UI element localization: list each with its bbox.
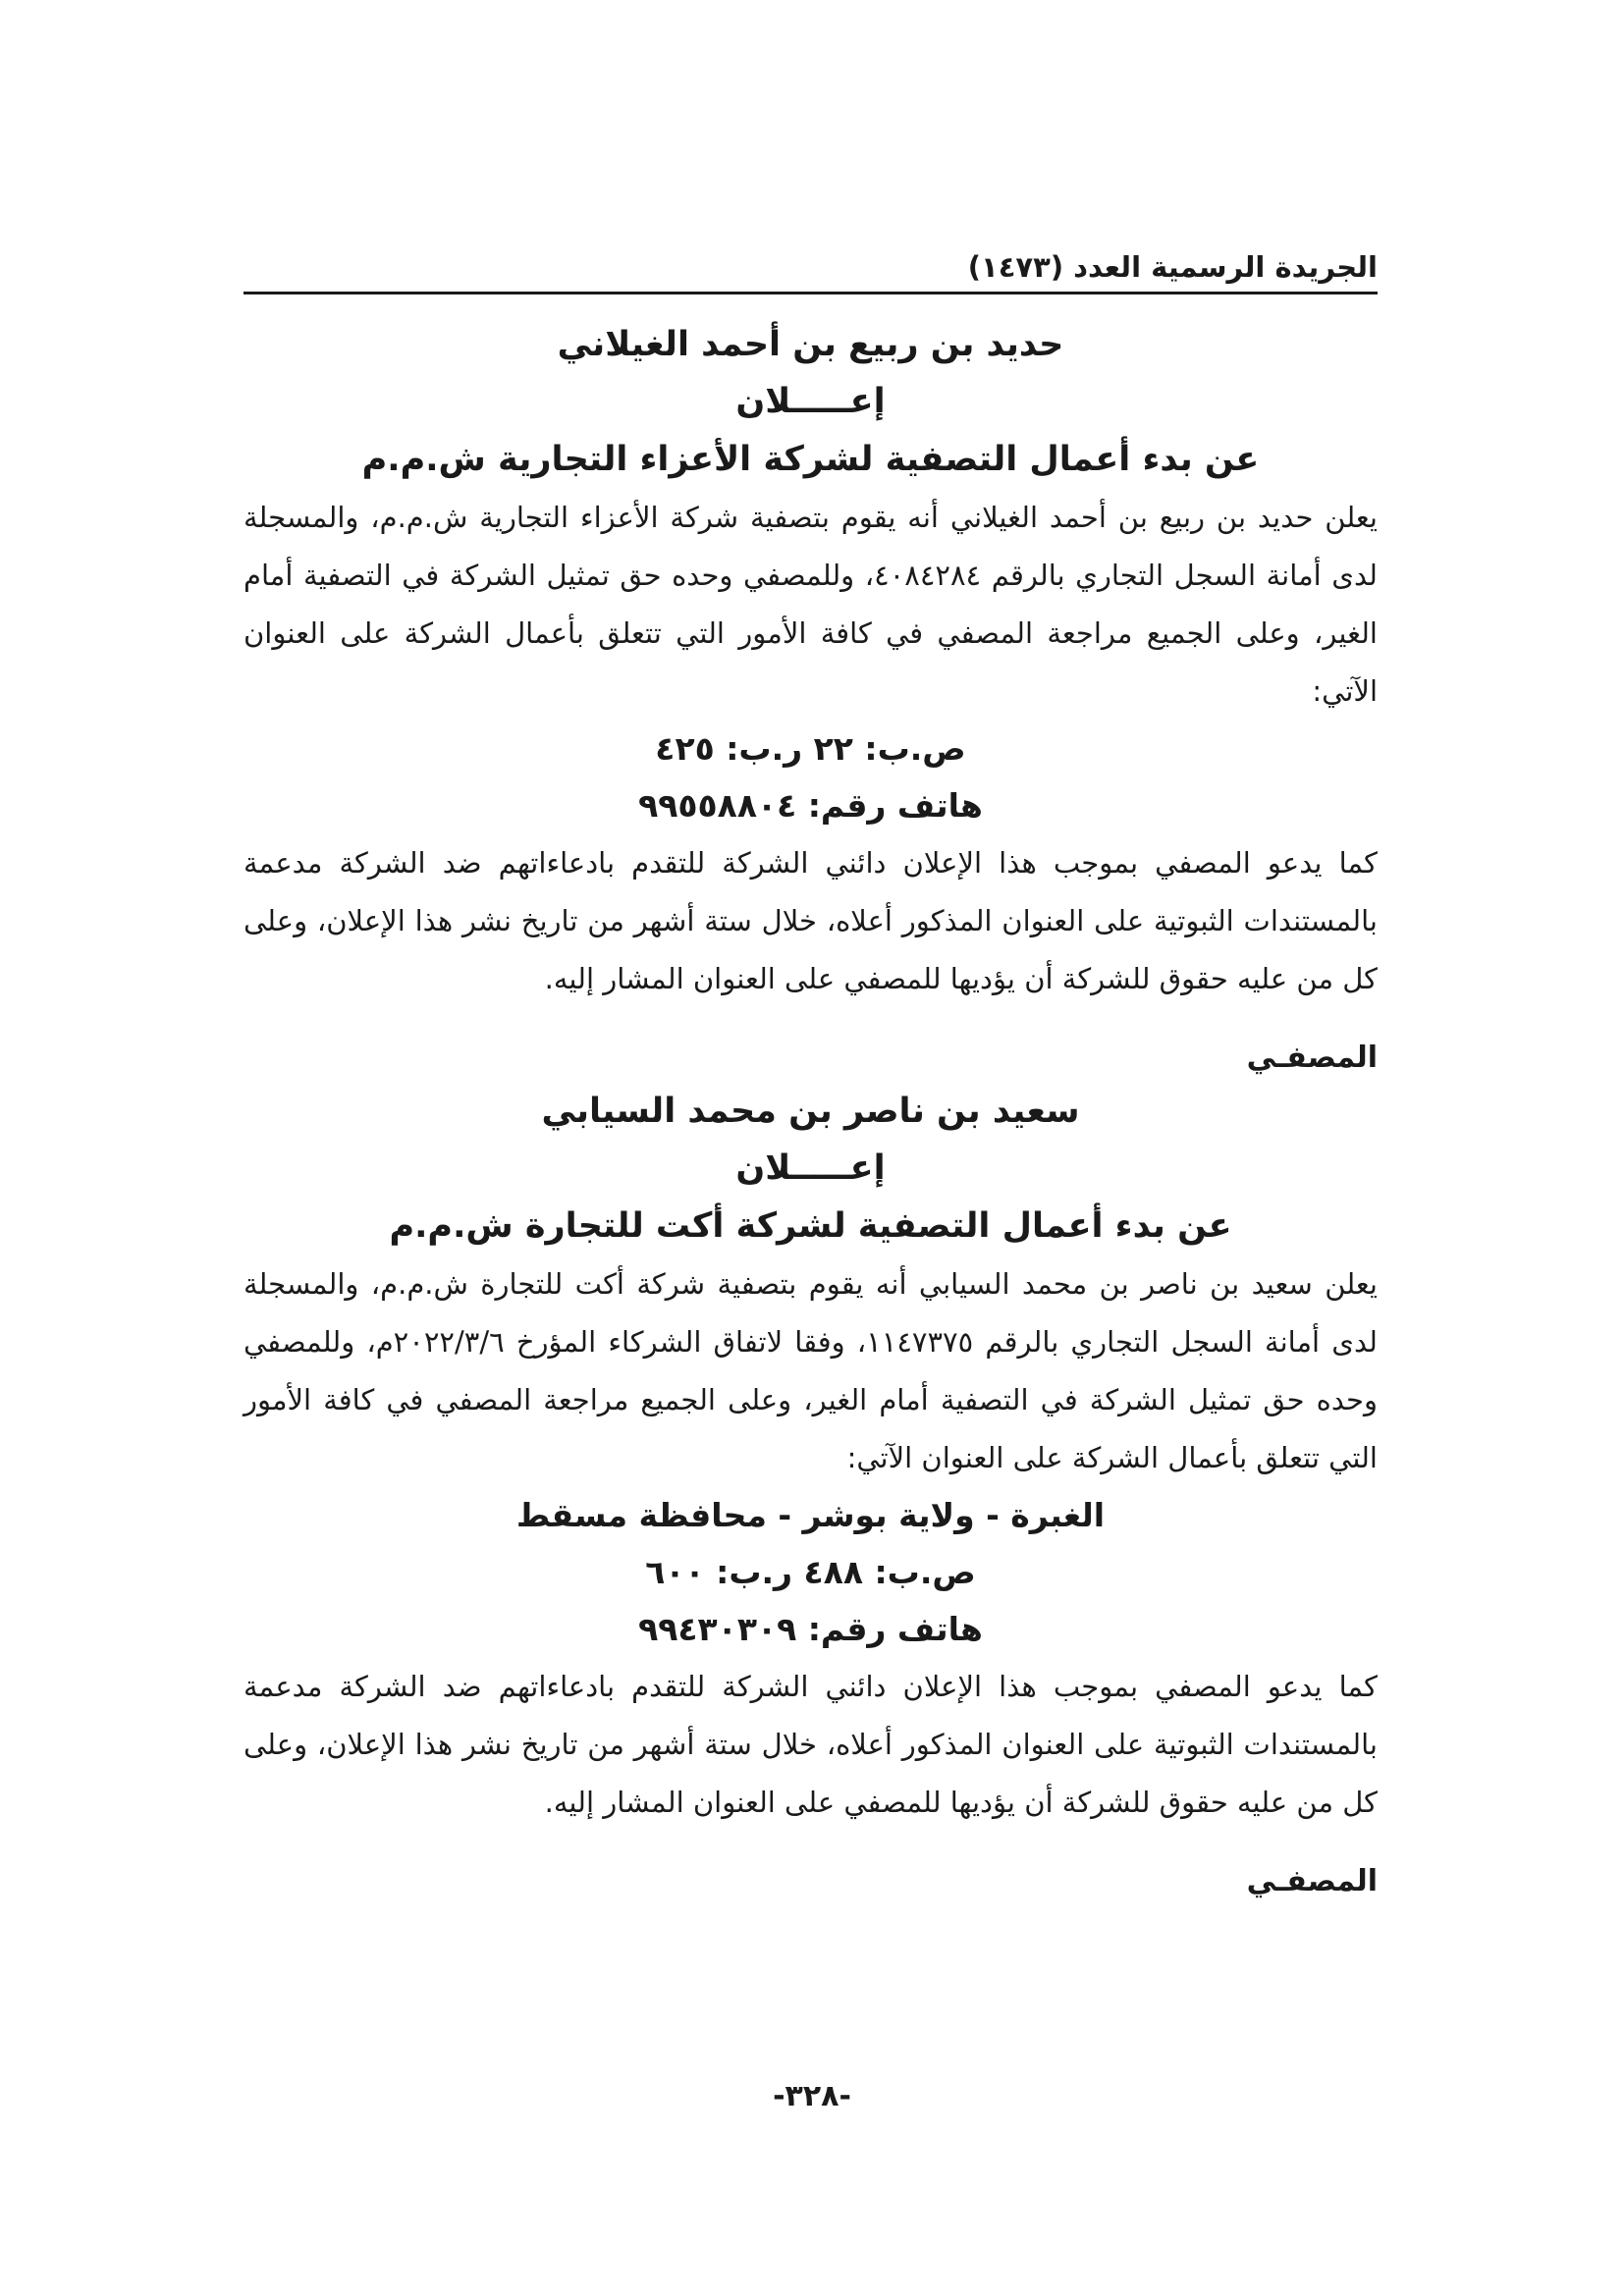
notice-body: يعلن سعيد بن ناصر بن محمد السيابي أنه يقوم بتصفية شركة أكت للتجارة ش.م.م، والمسجلة لدى أمانة السجل التجاري بالرقم ١١٤٧٣٧٥، وفقا لاتفاق الشركاء المؤرخ ٢٠٢٢/٣/٦م، وللمصفي وحده حق تمثيل الشركة في التصفية أمام الغير، وعلى الجميع مراجعة المصفي في كافة الأمور التي تتعلق بأعمال الشركة على العنوان الآتي:	[244, 1267, 1379, 1474]
running-header: الجريدة الرسمية العدد (١٤٧٣)	[244, 250, 1378, 294]
announcement-heading: إعـــــلان	[735, 1148, 886, 1188]
notice-subject: عن بدء أعمال التصفية لشركة أكت للتجارة ش.م.م	[389, 1206, 1232, 1246]
notice-subject: عن بدء أعمال التصفية لشركة الأعزاء التجارية ش.م.م	[361, 440, 1260, 479]
liquidator-name: حديد بن ربيع بن أحمد الغيلاني	[557, 325, 1064, 364]
signature: المصفـي	[1246, 1864, 1378, 1898]
page-number: -٣٢٨-	[773, 2079, 851, 2113]
notice-body: يعلن حديد بن ربيع بن أحمد الغيلاني أنه يقوم بتصفية شركة الأعزاء التجارية ش.م.م، والمسجلة لدى أمانة السجل التجاري بالرقم ٤٠٨٤٢٨٤، وللمصفي وحده حق تمثيل الشركة في التصفية أمام الغير، وعلى الجميع مراجعة المصفي في كافة الأمور التي تتعلق بأعمال الشركة على العنوان الآتي:	[244, 501, 1378, 708]
gazette-page	[244, 250, 1378, 1906]
address-phone: هاتف رقم: ٩٩٤٣٠٣٠٩	[638, 1610, 983, 1648]
address-po-box: ص.ب: ٢٢ ر.ب: ٤٢٥	[655, 729, 966, 768]
address-location: الغبرة - ولاية بوشر - محافظة مسقط	[515, 1496, 1106, 1534]
notice-closing: كما يدعو المصفي بموجب هذا الإعلان دائني الشركة للتقدم بادعاءاتهم ضد الشركة مدعمة بالمستندات الثبوتية على العنوان المذكور أعلاه، خلال ستة أشهر من تاريخ نشر هذا الإعلان، وعلى كل من عليه حقوق للشركة أن يؤديها للمصفي على العنوان المشار إليه.	[244, 846, 1378, 995]
announcement-heading: إعـــــلان	[735, 382, 886, 421]
liquidator-name: سعيد بن ناصر بن محمد السيابي	[541, 1092, 1080, 1131]
address-po-box: ص.ب: ٤٨٨ ر.ب: ٦٠٠	[645, 1553, 976, 1591]
notice-2	[244, 1083, 1378, 1906]
notice-closing: كما يدعو المصفي بموجب هذا الإعلان دائني الشركة للتقدم بادعاءاتهم ضد الشركة مدعمة بالمستندات الثبوتية على العنوان المذكور أعلاه، خلال ستة أشهر من تاريخ نشر هذا الإعلان، وعلى كل من عليه حقوق للشركة أن يؤديها للمصفي على العنوان المشار إليه.	[244, 1670, 1378, 1819]
notice-1	[244, 316, 1378, 1083]
address-phone: هاتف رقم: ٩٩٥٥٨٨٠٤	[638, 786, 983, 825]
signature: المصفـي	[1246, 1041, 1378, 1075]
